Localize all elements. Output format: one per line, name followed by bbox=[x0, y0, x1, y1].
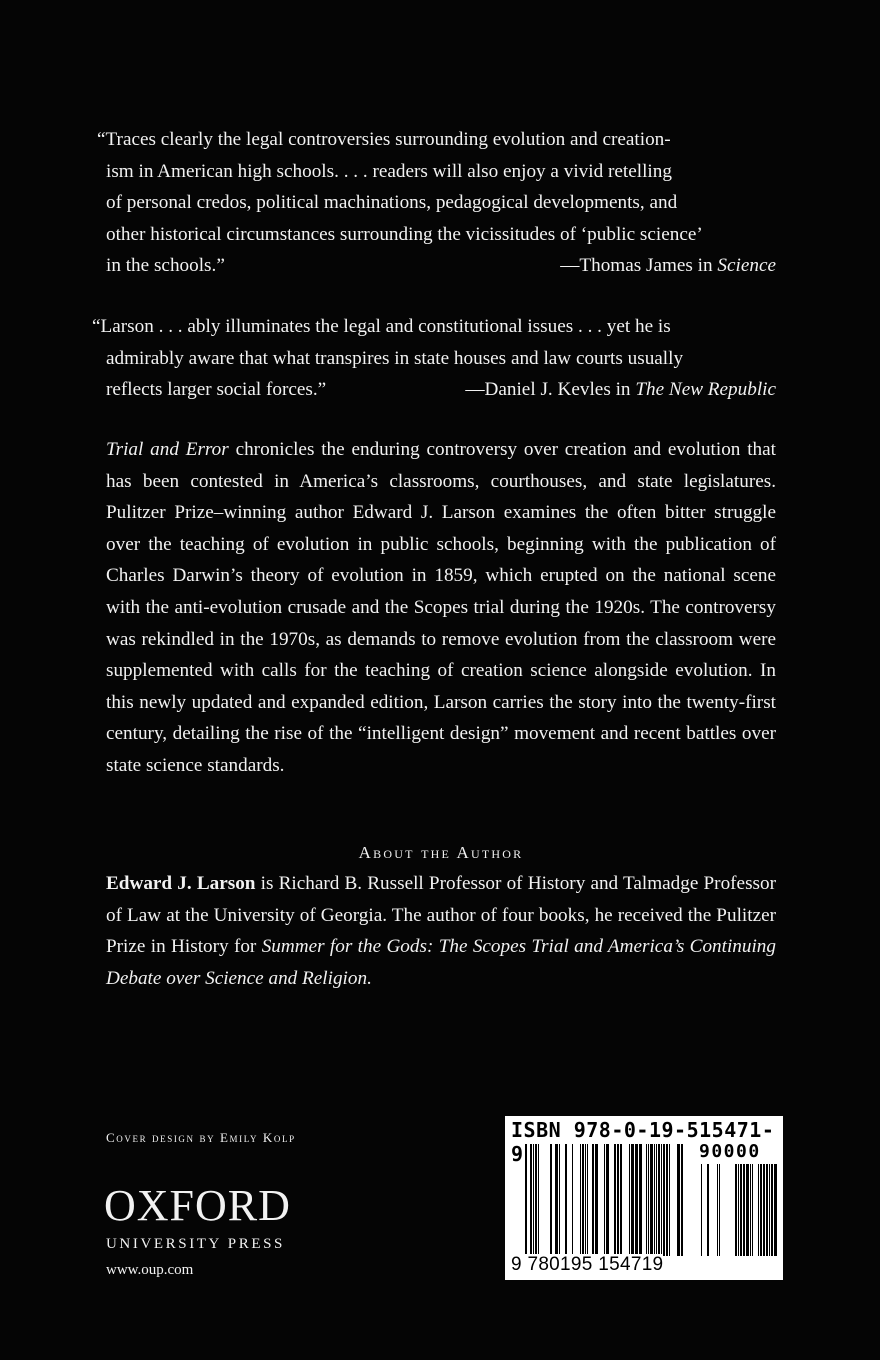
book-title: Trial and Error bbox=[106, 439, 229, 460]
quote-attribution bbox=[560, 250, 776, 282]
barcode-bar bbox=[735, 1164, 737, 1256]
barcode-bar bbox=[740, 1164, 742, 1256]
author-name: Edward J. Larson bbox=[106, 873, 256, 894]
barcode-bar bbox=[752, 1164, 753, 1256]
cover-design-credit: Cover design by Emily Kolp bbox=[106, 1130, 296, 1145]
barcode-digits: 9 780195 154719 bbox=[511, 1254, 664, 1275]
quote-attribution bbox=[465, 374, 776, 406]
book-description bbox=[106, 434, 776, 782]
quote-line: admirably aware that what transpires in state houses and law courts usually bbox=[106, 347, 684, 369]
barcode-bar bbox=[766, 1164, 768, 1256]
barcode-bar bbox=[743, 1164, 745, 1256]
quote-line: “Larson . . . ably illuminates the legal and constitutional issues . . . yet he is bbox=[92, 316, 671, 337]
quote-line: in the schools.” bbox=[106, 255, 225, 277]
barcode-bar bbox=[738, 1164, 739, 1256]
author-book-title: Summer for the Gods: The Scopes Trial and America’s Continuing Debate over Science and Religion. bbox=[106, 936, 776, 989]
quote-last-line bbox=[106, 250, 776, 282]
isbn-text: ISBN 978-0-19-515471-9 bbox=[511, 1118, 775, 1166]
review-quote-new-republic bbox=[92, 311, 776, 406]
description-text: chronicles the enduring controversy over creation and evolution that has been contested in America’s classrooms, courthouses, and state legislatures. Pulitzer Prize–winning author Edward J. Larson examines the often bitter struggle over the teaching of evolution in public schools, beginning with the publication of Charles Darwin’s theory of evolution in 1859, which erupted on the national scene with the anti-evolution crusade and the Scopes trial during the 1920s. The controversy was rekindled in the 1970s, as demands to remove evolution from the classroom were supplemented with calls for the teaching of creation science alongside evolution. In this newly updated and expanded edition, Larson carries the story into the twenty-first century, detailing the rise of the “intelligent design” movement and recent battles over state science standards. bbox=[106, 439, 776, 776]
barcode-bar bbox=[717, 1164, 718, 1256]
quote-line: of personal credos, political machinations, pedagogical developments, and bbox=[106, 192, 678, 214]
publisher-logo: OXFORD bbox=[104, 1181, 291, 1230]
barcode-bar bbox=[707, 1164, 709, 1256]
review-quote-science bbox=[97, 124, 776, 282]
quote-line: “Traces clearly the legal controversies surrounding evolution and creation- bbox=[97, 129, 671, 150]
barcode-bar bbox=[746, 1164, 749, 1256]
barcode-bar bbox=[771, 1164, 773, 1256]
author-bio: is Richard B. Russell Professor of History and Talmadge Professor of Law at the University of Georgia. The author of four books, he received the Pulitzer Prize in History for bbox=[106, 873, 776, 958]
price-code: 90000 bbox=[699, 1141, 761, 1162]
barcode-bar bbox=[750, 1164, 751, 1256]
attribution-author: —Daniel J. Kevles in bbox=[465, 379, 636, 401]
attribution-source: The New Republic bbox=[635, 379, 776, 401]
barcode-bar bbox=[774, 1164, 777, 1256]
barcode-bar bbox=[760, 1164, 762, 1256]
quote-line: reflects larger social forces.” bbox=[106, 379, 327, 401]
quote-last-line bbox=[106, 374, 776, 406]
barcode-bar bbox=[719, 1164, 720, 1256]
barcode-bar bbox=[758, 1164, 759, 1256]
barcode-bar bbox=[769, 1164, 770, 1256]
publisher-subtitle: UNIVERSITY PRESS bbox=[106, 1236, 285, 1252]
barcode-bar bbox=[701, 1164, 702, 1256]
quote-line: ism in American high schools. . . . readers will also enjoy a vivid retelling bbox=[106, 160, 672, 182]
barcode-bar bbox=[763, 1164, 765, 1256]
about-author-heading: About the Author bbox=[358, 843, 524, 862]
attribution-source: Science bbox=[717, 255, 776, 277]
quote-line: other historical circumstances surrounding the vicissitudes of ‘public science’ bbox=[106, 223, 703, 245]
publisher-url: www.oup.com bbox=[106, 1262, 194, 1278]
about-author-text bbox=[106, 868, 776, 994]
isbn-barcode bbox=[505, 1116, 783, 1280]
attribution-author: —Thomas James in bbox=[560, 255, 718, 277]
